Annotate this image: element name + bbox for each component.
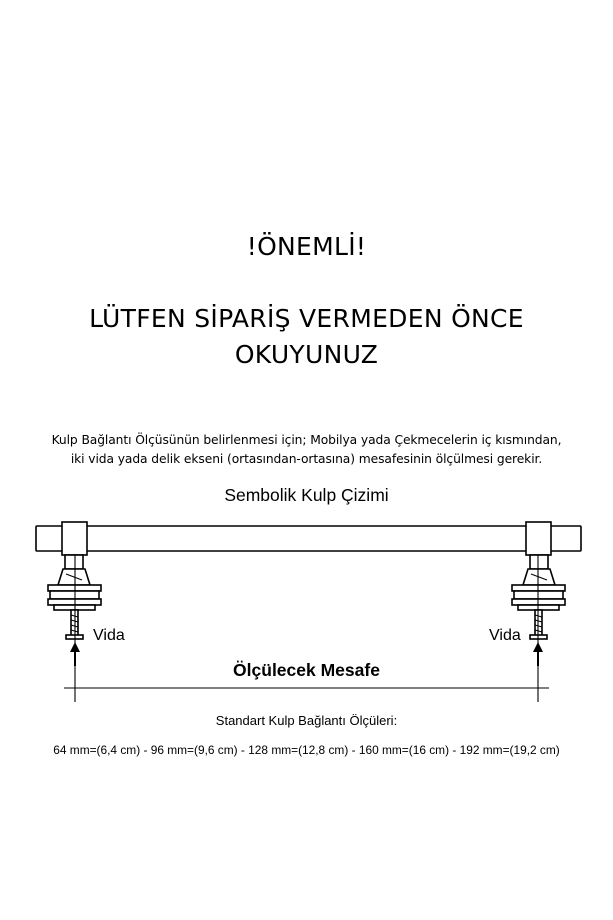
drawing-title: Sembolik Kulp Çizimi: [224, 485, 389, 505]
instruction-title-line2: OKUYUNUZ: [234, 340, 379, 369]
standard-sizes-list: 64 mm=(6,4 cm) - 96 mm=(9,6 cm) - 128 mm=(12,8 cm) - 160 mm=(16 cm) - 192 mm=(19,2 cm): [53, 743, 560, 757]
instruction-title-line1: LÜTFEN SİPARİŞ VERMEDEN ÖNCE: [89, 304, 524, 333]
left-screw-label: Vida: [93, 627, 125, 644]
right-screw-label: Vida: [489, 627, 521, 644]
warning-title: !ÖNEMLİ!: [246, 232, 367, 261]
measurement-note-line2: iki vida yada delik ekseni (ortasından-ortasına) mesafesinin ölçülmesi gerekir.: [70, 452, 543, 466]
measure-label: Ölçülecek Mesafe: [233, 660, 380, 680]
handle-bar: [36, 526, 581, 551]
measurement-note-line1: Kulp Bağlantı Ölçüsünün belirlenmesi için; Mobilya yada Çekmecelerin iç kısmından,: [51, 433, 562, 447]
standard-sizes-heading: Standart Kulp Bağlantı Ölçüleri:: [215, 713, 398, 728]
